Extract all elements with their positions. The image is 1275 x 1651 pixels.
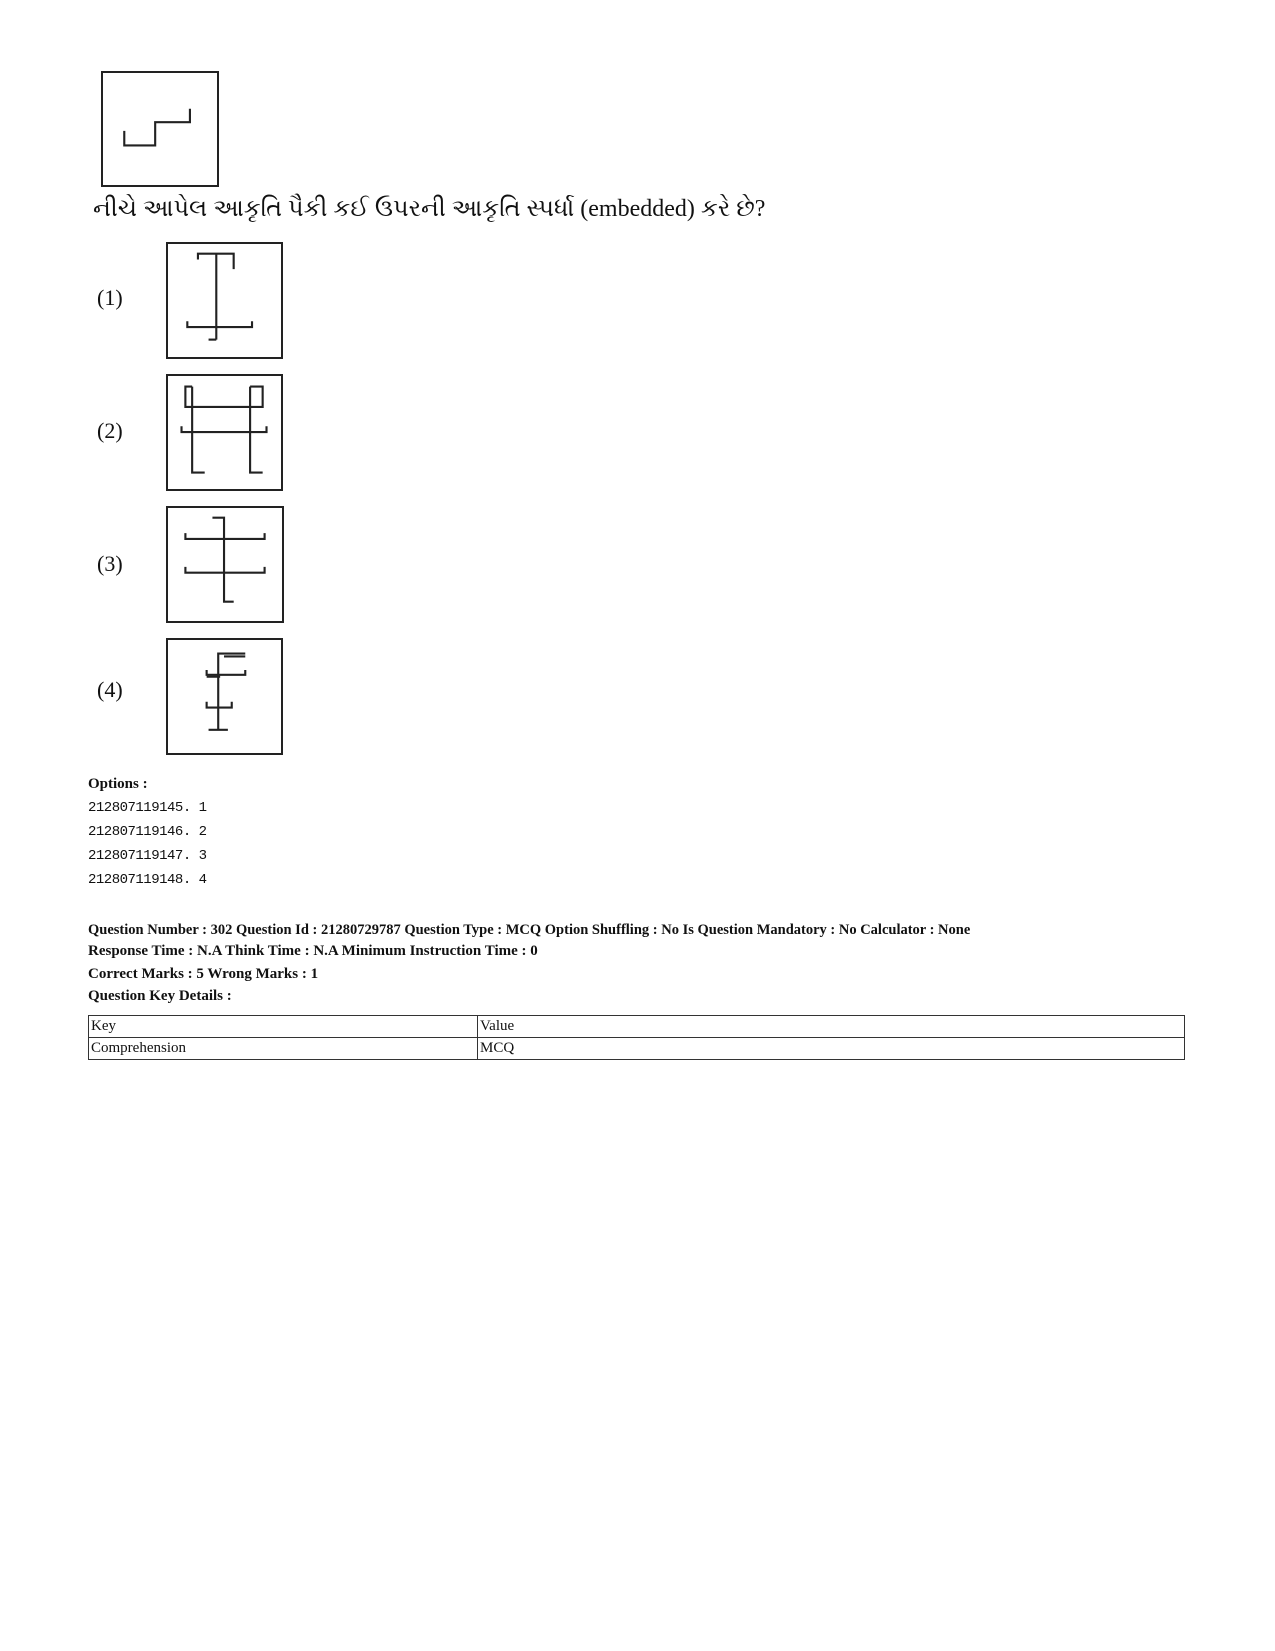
option-id-3: 212807119147. 3 — [88, 848, 207, 864]
table-header-value: Value — [478, 1016, 1185, 1038]
question-text: નીચે આપેલ આકૃતિ પૈકી કઈ ઉપરની આકૃતિ સ્પર્ધા (embedded) કરે છે? — [93, 196, 766, 222]
option-label-2: (2) — [97, 418, 123, 443]
option-figure-3[interactable] — [166, 506, 284, 623]
options-title: Options : — [88, 776, 148, 792]
question-meta-line2: Response Time : N.A Think Time : N.A Minimum Instruction Time : 0 — [88, 943, 538, 959]
key-details-table — [88, 1015, 1185, 1060]
table-row — [89, 1038, 1185, 1060]
option-label-4: (4) — [97, 677, 123, 702]
option-figure-2[interactable] — [166, 374, 283, 491]
option-figure-4[interactable] — [166, 638, 283, 755]
question-key-details-title: Question Key Details : — [88, 988, 232, 1004]
table-cell-value: MCQ — [478, 1038, 1185, 1060]
question-meta-line1: Question Number : 302 Question Id : 21280729787 Question Type : MCQ Option Shuffling : No Is Question Mandatory : No Calculator : None — [88, 922, 971, 938]
option-figure-1-drawing — [168, 244, 281, 357]
option-figure-2-drawing — [168, 376, 281, 489]
table-cell-key: Comprehension — [89, 1038, 478, 1060]
option-label-3: (3) — [97, 551, 123, 576]
table-header-key: Key — [89, 1016, 478, 1038]
table-header-row — [89, 1016, 1185, 1038]
reference-figure-drawing — [103, 73, 217, 185]
option-figure-1[interactable] — [166, 242, 283, 359]
option-id-2: 212807119146. 2 — [88, 824, 207, 840]
option-id-1: 212807119145. 1 — [88, 800, 207, 816]
reference-figure — [101, 71, 219, 187]
option-label-1: (1) — [97, 285, 123, 310]
option-id-4: 212807119148. 4 — [88, 872, 207, 888]
option-figure-3-drawing — [168, 508, 282, 621]
question-marks: Correct Marks : 5 Wrong Marks : 1 — [88, 966, 319, 982]
option-figure-4-drawing — [168, 640, 281, 753]
